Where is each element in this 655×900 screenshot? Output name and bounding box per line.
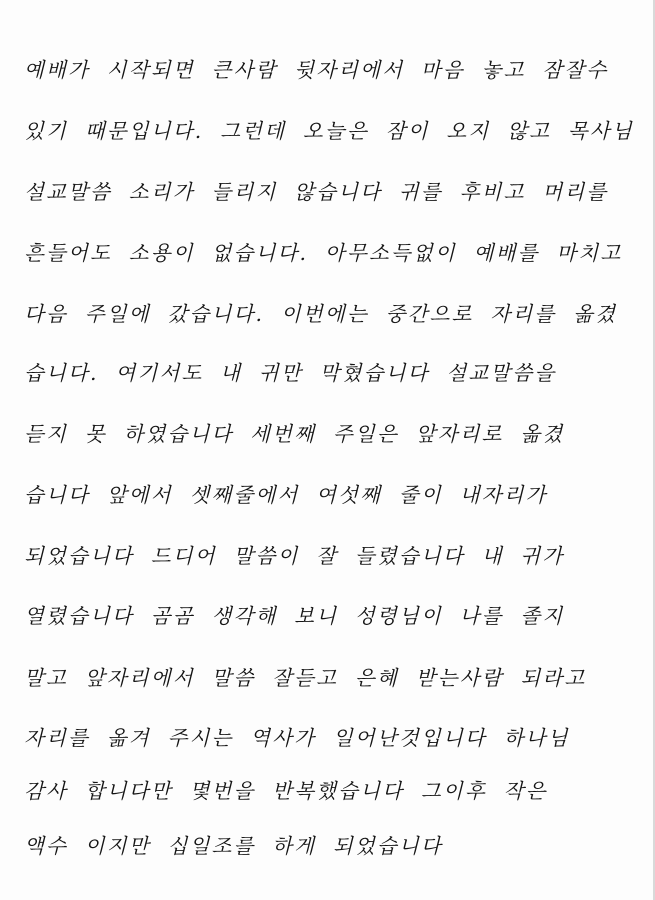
text-line-6: 습니다. 여기서도 내 귀만 막혔습니다 설교말씀을 <box>24 361 557 385</box>
text-line-10: 열렸습니다 곰곰 생각해 보니 성령님이 나를 졸지 <box>24 604 565 628</box>
text-line-4: 흔들어도 소용이 없습니다. 아무소득없이 예배를 마치고 <box>24 241 623 265</box>
text-line-5: 다음 주일에 갔습니다. 이번에는 중간으로 자리를 옮겼 <box>24 302 618 326</box>
text-line-3: 설교말씀 소리가 들리지 않습니다 귀를 후비고 머리를 <box>24 180 609 204</box>
text-line-9: 되었습니다 드디어 말씀이 잘 들렸습니다 내 귀가 <box>24 544 565 568</box>
text-line-14: 액수 이지만 십일조를 하게 되었습니다 <box>24 834 443 858</box>
text-line-11: 말고 앞자리에서 말씀 잘듣고 은혜 받는사람 되라고 <box>24 666 587 690</box>
text-line-2: 있기 때문입니다. 그런데 오늘은 잠이 오지 않고 목사님 <box>24 119 634 143</box>
text-line-12: 자리를 옮겨 주시는 역사가 일어난것입니다 하나님 <box>24 726 570 750</box>
text-line-13: 감사 합니다만 몇번을 반복했습니다 그이후 작은 <box>24 779 548 803</box>
text-line-8: 습니다 앞에서 셋째줄에서 여섯째 줄이 내자리가 <box>24 483 548 507</box>
text-line-7: 듣지 못 하였습니다 세번째 주일은 앞자리로 옮겼 <box>24 422 565 446</box>
text-line-1: 예배가 시작되면 큰사람 뒷자리에서 마음 놓고 잠잘수 <box>24 58 609 82</box>
